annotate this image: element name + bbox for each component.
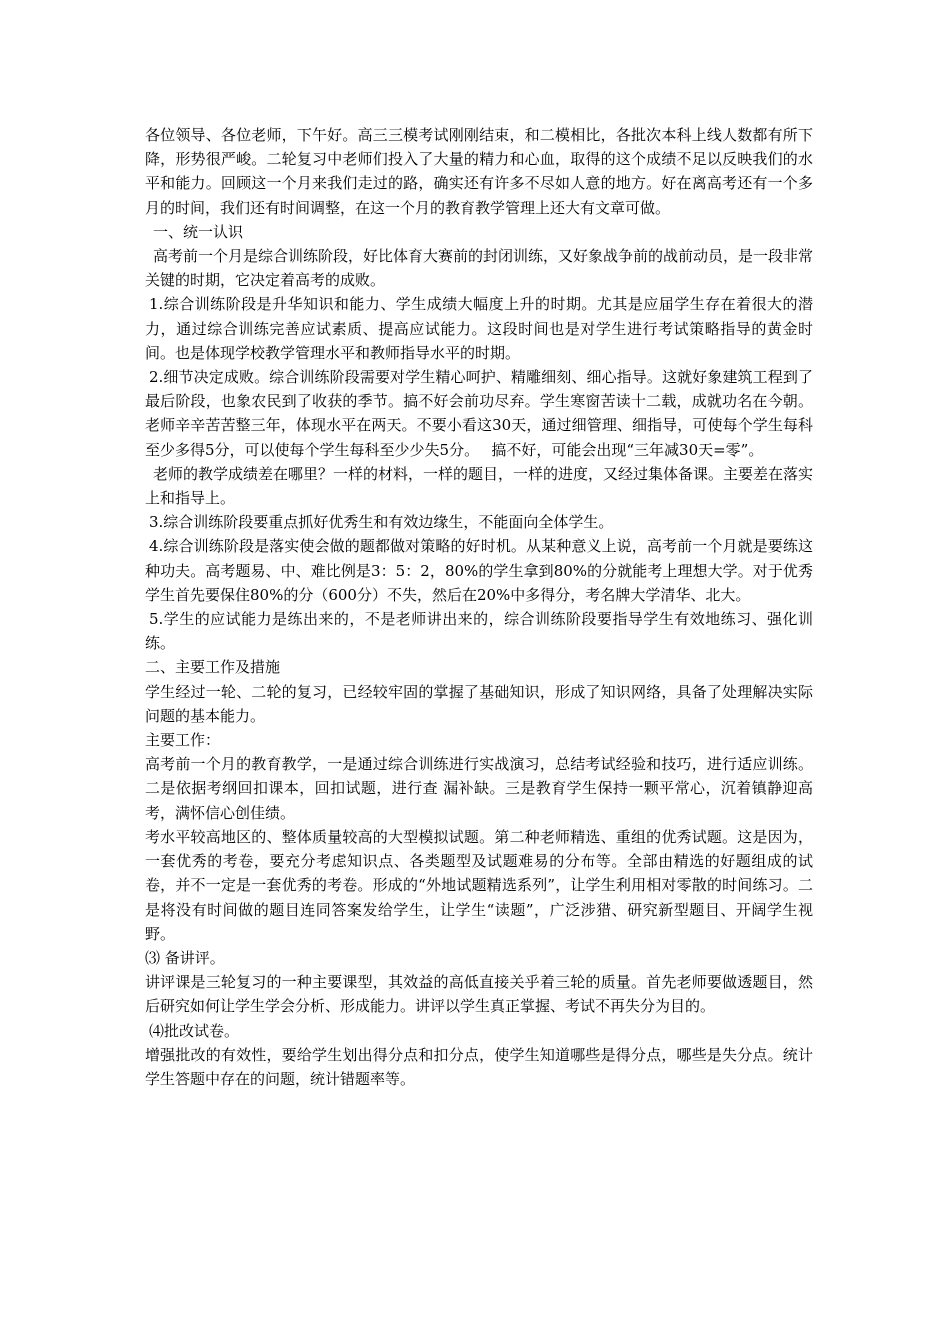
- paragraph-teacher-results: 老师的教学成绩差在哪里？一样的材料，一样的题目，一样的进度，又经过集体备课。主要差在落实上和指导上。: [145, 464, 814, 508]
- subheading-main-work: 主要工作：: [145, 731, 221, 750]
- section-heading-2: 二、主要工作及措施: [145, 658, 281, 677]
- paragraph-grading: 增强批改的有效性，要给学生划出得分点和扣分点，使学生知道哪些是得分点，哪些是失分点。统计学生答题中存在的问题，统计错题率等。: [145, 1045, 813, 1088]
- list-item-1: 1.综合训练阶段是升华知识和能力、学生成绩大幅度上升的时期。尤其是应届学生存在着很大的潜力，通过综合训练完善应试素质、提高应试能力。这段时间也是对学生进行考试策略指导的黄金时间。也是体现学校教学管理水平和教师指导水平的时期。: [145, 295, 813, 362]
- paragraph-opening: 各位领导、各位老师，下午好。高三三模考试刚刚结束，和二模相比，各批次本科上线人数都有所下降，形势很严峻。二轮复习中老师们投入了大量的精力和心血，取得的这个成绩不足以反映我们的水平和能力。回顾这一个月来我们走过的路，确实还有许多不尽如人意的地方。好在离高考还有一个多月的时间，我们还有时间调整，在这一个月的教育教学管理上还大有文章可做。: [145, 126, 813, 217]
- list-item-2: 2.细节决定成败。综合训练阶段需要对学生精心呵护、精雕细刻、细心指导。这就好象建筑工程到了最后阶段，也象农民到了收获的季节。搞不好会前功尽弃。学生寒窗苦读十二载，成就功名在今朝。老师辛辛苦苦整三年，体现水平在两天。不要小看这30天，通过细管理、细指导，可使每个学生每科至少多得5分，可以使每个学生每科至少少失5分。 搞不好，可能会出现“三年减30天=零”。: [145, 368, 813, 459]
- subheading-grading: ⑷批改试卷。: [149, 1021, 240, 1040]
- paragraph-students: 学生经过一轮、二轮的复习，已经较牢固的掌握了基础知识，形成了知识网络，具备了处理解决实际问题的基本能力。: [145, 682, 813, 725]
- section-heading-1: 一、统一认识: [153, 222, 244, 241]
- paragraph-review: 讲评课是三轮复习的一种主要课型，其效益的高低直接关乎着三轮的质量。首先老师要做透题目，然后研究如何让学生学会分析、形成能力。讲评以学生真正掌握、考试不再失分为目的。: [145, 973, 813, 1016]
- list-item-4: 4.综合训练阶段是落实使会做的题都做对策略的好时机。从某种意义上说，高考前一个月就是要练这种功夫。高考题易、中、难比例是3：5：2，80%的学生拿到80%的分就能考上理想大学。对于优秀学生首先要保住80%的分（600分）不失，然后在20%中多得分，考名牌大学清华、北大。: [145, 537, 813, 604]
- list-item-5: 5.学生的应试能力是练出来的，不是老师讲出来的，综合训练阶段要指导学生有效地练习、强化训练。: [145, 610, 813, 653]
- subheading-review: ⑶ 备讲评。: [145, 948, 225, 967]
- paragraph-intro: 高考前一个月是综合训练阶段，好比体育大赛前的封闭训练，又好象战争前的战前动员，是一段非常关键的时期，它决定着高考的成败。: [145, 247, 814, 290]
- paragraph-main-work: 高考前一个月的教育教学，一是通过综合训练进行实战演习，总结考试经验和技巧，进行适应训练。二是依据考纲回扣课本，回扣试题，进行查 漏补缺。三是教育学生保持一颗平常心，沉着镇静迎高考，满怀信心创佳绩。: [145, 755, 813, 822]
- document-page: [145, 123, 813, 1091]
- list-item-3: 3.综合训练阶段要重点抓好优秀生和有效边缘生，不能面向全体学生。: [149, 513, 614, 532]
- paragraph-exam-papers: 考水平较高地区的、整体质量较高的大型模拟试题。第二种老师精选、重组的优秀试题。这是因为，一套优秀的考卷，要充分考虑知识点、各类题型及试题难易的分布等。全部由精选的好题组成的试卷，并不一定是一套优秀的考卷。形成的“外地试题精选系列”，让学生利用相对零散的时间练习。二是将没有时间做的题目连同答案发给学生，让学生“读题”，广泛涉猎、研究新型题目、开阔学生视野。: [145, 827, 813, 943]
